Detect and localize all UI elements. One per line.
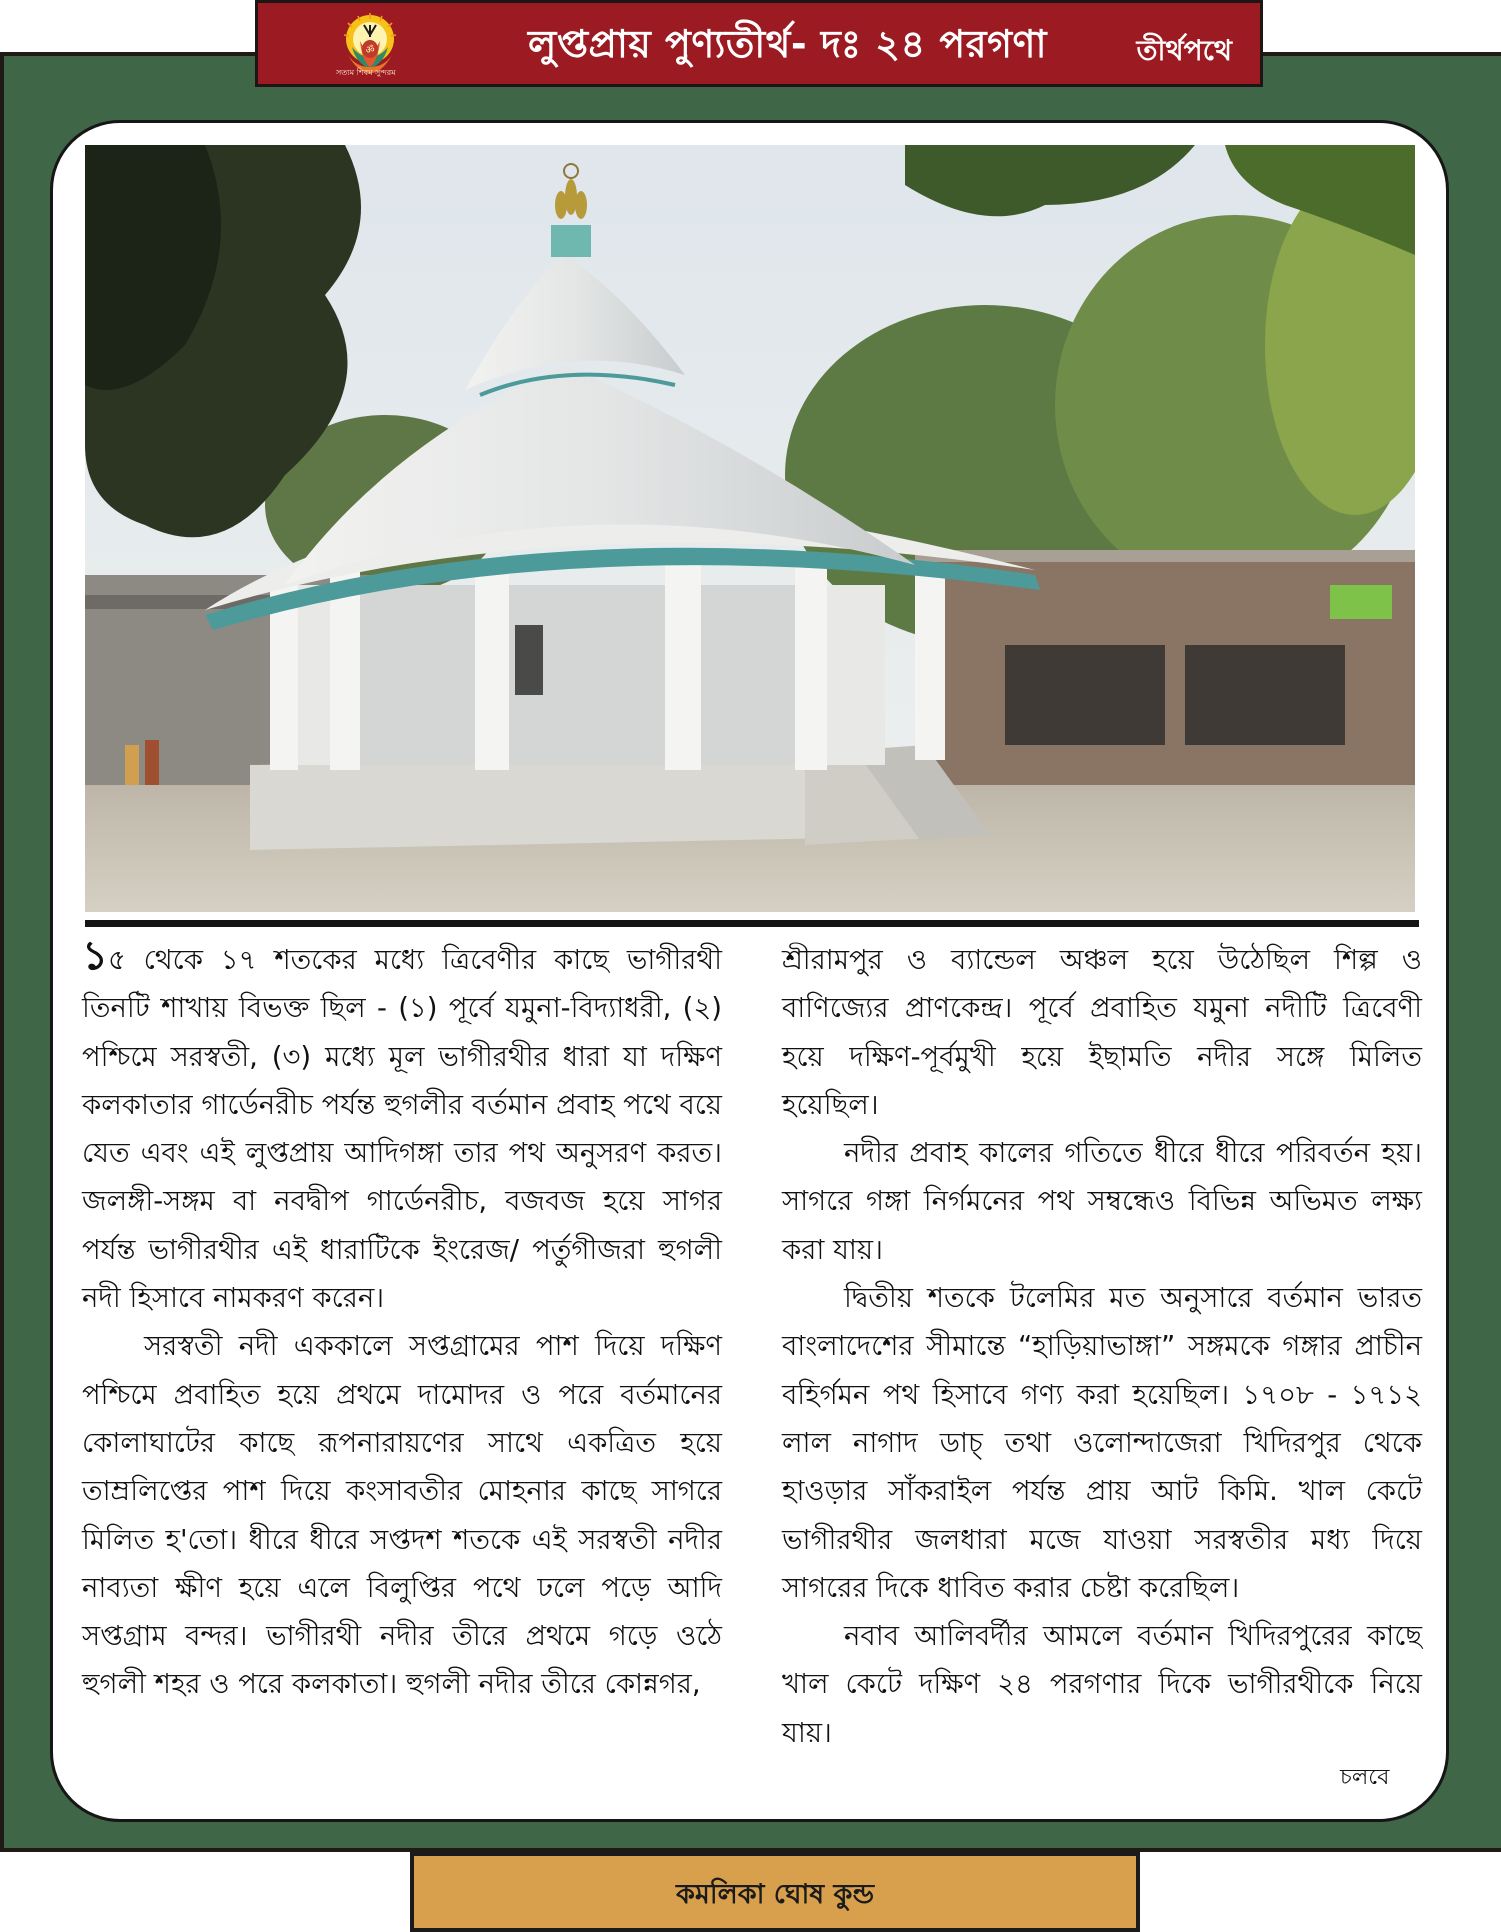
article-column-right <box>782 936 1422 1757</box>
svg-text:ॐ: ॐ <box>365 45 375 56</box>
drop-cap: ১ <box>82 933 108 979</box>
title-banner <box>255 0 1263 87</box>
article-column-left <box>82 933 722 1709</box>
paragraph: নদীর প্রবাহ কালের গতিতে ধীরে ধীরে পরিবর্তন হয়। সাগরে গঙ্গা নির্গমনের পথ সম্বন্ধেও বিভিন্ন অভিমত লক্ষ্য করা যায়। <box>782 1137 1422 1266</box>
temple-photo <box>85 145 1415 912</box>
section-divider <box>85 920 1419 927</box>
continued-label: চলবে <box>1340 1765 1390 1790</box>
temple-photo-illustration <box>85 145 1415 912</box>
paragraph: শ্রীরামপুর ও ব্যান্ডেল অঞ্চল হয়ে উঠেছিল শিল্প ও বাণিজ্যের প্রাণকেন্দ্র। পূর্বে প্রবাহিত যমুনা নদীটি ত্রিবেণী হয়ে দক্ষিণ-পূর্বমুখী হয়ে ইছামতি নদীর সঙ্গে মিলিত হয়েছিল। <box>782 944 1422 1121</box>
section-label: তীর্থপথে <box>1136 34 1232 67</box>
logo-caption: সত্যম শিবম সুন্দরম <box>336 68 396 77</box>
paragraph: সরস্বতী নদী এককালে সপ্তগ্রামের পাশ দিয়ে দক্ষিণ পশ্চিমে প্রবাহিত হয়ে প্রথমে দামোদর ও পরে বর্তমানের কোলাঘাটের কাছে রূপনারায়ণের সাথে একত্রিত হয়ে তাম্রলিপ্তের পাশ দিয়ে কংসাবতীর মোহনার কাছে সাগরে মিলিত হ'তো। ধীরে ধীরে সপ্তদশ শতকে এই সরস্বতী নদীর নাব্যতা ক্ষীণ হয়ে এলে বিলুপ্তির পথে ঢলে পড়ে আদি সপ্তগ্রাম বন্দর। ভাগীরথী নদীর তীরে প্রথমে গড়ে ওঠে হুগলী শহর ও পরে কলকাতা। হুগলী নদীর তীরে কোন্নগর, <box>82 1330 722 1701</box>
page-title: লুপ্তপ্রায় পুণ্যতীর্থ- দঃ ২৪ পরগণা <box>528 22 1047 66</box>
paragraph: ১৫ থেকে ১৭ শতকের মধ্যে ত্রিবেণীর কাছে ভাগীরথী তিনটি শাখায় বিভক্ত ছিল - (১) পূর্বে যমুনা-বিদ্যাধরী, (২) পশ্চিমে সরস্বতী, (৩) মধ্যে মূল ভাগীরথীর ধারা যা দক্ষিণ কলকাতার গার্ডেনরীচ পর্যন্ত হুগলীর বর্তমান প্রবাহ পথে বয়ে যেত এবং এই লুপ্তপ্রায় আদিগঙ্গা তার পথ অনুসরণ করত। জলঙ্গী-সঙ্গম বা নবদ্বীপ গার্ডেনরীচ, বজবজ হয়ে সাগর পর্যন্ত ভাগীরথীর এই ধারাটিকে ইংরেজ/ পর্তুগীজরা হুগলী নদী হিসাবে নামকরণ করেন। <box>82 933 722 1315</box>
paragraph: নবাব আলিবর্দীর আমলে বর্তমান খিদিরপুরের কাছে খাল কেটে দক্ষিণ ২৪ পরগণার দিকে ভাগীরথীকে নিয়ে যায়। <box>782 1620 1422 1749</box>
paragraph: দ্বিতীয় শতকে টলেমির মত অনুসারে বর্তমান ভারত বাংলাদেশের সীমান্তে “হাড়িয়াভাঙ্গা” সঙ্গমকে গঙ্গার প্রাচীন বহির্গমন পথ হিসাবে গণ্য করা হয়েছিল। ১৭০৮ - ১৭১২ লাল নাগাদ ডাচ্ তথা ওলোন্দাজেরা খিদিরপুর থেকে হাওড়ার সাঁকরাইল পর্যন্ত প্রায় আট কিমি. খাল কেটে ভাগীরথীর জলধারা মজে যাওয়া সরস্বতীর মধ্য দিয়ে সাগরের দিকে ধাবিত করার চেষ্টা করেছিল। <box>782 1282 1422 1604</box>
author-box <box>410 1852 1140 1932</box>
author-name: কমলিকা ঘোষ কুন্ড <box>675 1879 875 1910</box>
